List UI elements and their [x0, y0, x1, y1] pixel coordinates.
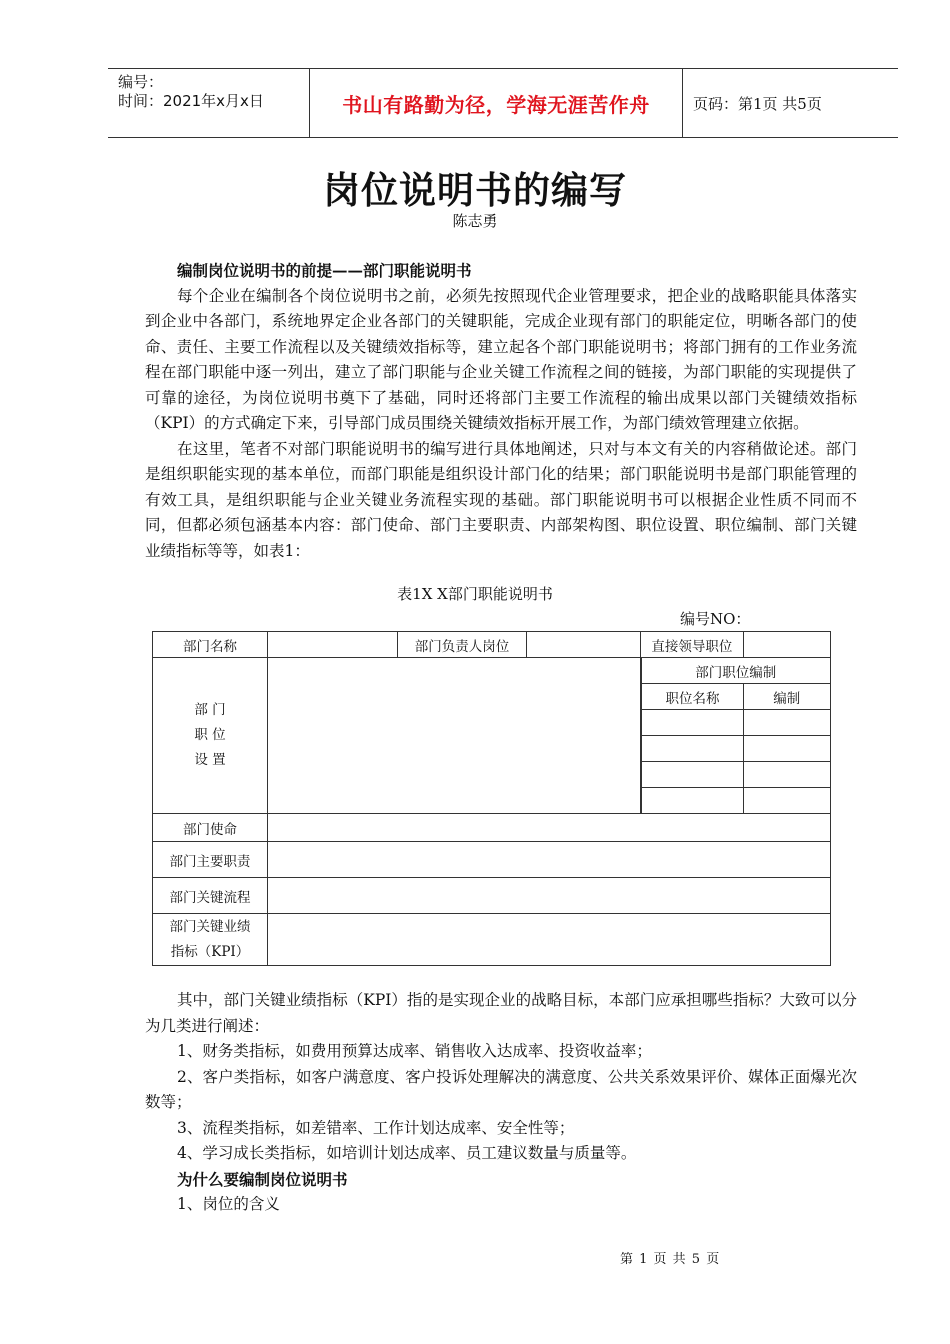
cell-dept-setup-chart [268, 658, 641, 814]
subheading-1: 1、岗位的含义 [177, 1195, 280, 1213]
staffing-row [642, 788, 744, 814]
list-item: 2、客户类指标，如客户满意度、客户投诉处理解决的满意度、公共关系效果评价、媒体正面爆光次数等； [145, 1067, 857, 1111]
kpi-line-2: 指标（KPI） [170, 943, 250, 960]
cell-dept-name-label: 部门名称 [153, 632, 268, 658]
cell-kpi-value [268, 914, 831, 966]
paragraph-1: 每个企业在编制各个岗位说明书之前，必须先按照现代企业管理要求，把企业的战略职能具体落实到企业中各部门，系统地界定企业各部门的关键职能，完成企业现有部门的职能定位，明晰各部门的使命、责任、主要工作流程以及关键绩效指标等，建立起各个部门职能说明书；将部门拥有的工作业务流程在部门职能中逐一列出，建立了部门职能与企业关键工作流程之间的链接，为部门职能的实现提供了可靠的途径，为岗位说明书奠下了基础，同时还将部门主要工作流程的输出成果以部门关键绩效指标（KPI）的方式确定下来，引导部门成员围绕关键绩效指标开展工作，为部门绩效管理建立依据。 [145, 286, 857, 432]
staffing-table [641, 658, 830, 813]
paragraph-3: 其中，部门关键业绩指标（KPI）指的是实现企业的战略目标，本部门应承担哪些指标？大致可以分为几类进行阐述： [145, 991, 857, 1035]
header-number: 编号： [118, 73, 164, 91]
cell-dept-name-value [268, 632, 398, 658]
staffing-row [642, 762, 744, 788]
page-footer: 第 1 页 共 5 页 [620, 1252, 721, 1267]
section-1-heading: 编制岗位说明书的前提——部门职能说明书 [177, 261, 472, 280]
cell-dept-head-label: 部门负责人岗位 [398, 632, 527, 658]
cell-kpi-label [153, 914, 268, 966]
cell-duties-label: 部门主要职责 [153, 842, 268, 878]
cell-mission-value [268, 814, 831, 842]
table-number: 编号NO： [680, 610, 751, 628]
staffing-row [744, 736, 830, 762]
staffing-row [744, 710, 830, 736]
paragraph-2: 在这里，笔者不对部门职能说明书的编写进行具体地阐述，只对与本文有关的内容稍做论述。部门是组织职能实现的基本单位，而部门职能是组织设计部门化的结果；部门职能说明书是部门职能管理的有效工具，是组织职能与企业关键业务流程实现的基础。部门职能说明书可以根据企业性质不同而不同，但都必须包涵基本内容：部门使命、部门主要职责、内部架构图、职位设置、职位编制、部门关键业绩指标等等，如表1： [145, 439, 857, 560]
cell-direct-leader-value [743, 632, 830, 658]
section-2-heading: 为什么要编制岗位说明书 [177, 1169, 348, 1189]
cell-duties-value [268, 842, 831, 878]
list-item: 4、学习成长类指标，如培训计划达成率、员工建议数量与质量等。 [177, 1144, 637, 1162]
setup-line-1: 部 门 [194, 702, 226, 718]
list-item: 1、财务类指标，如费用预算达成率、销售收入达成率、投资收益率； [177, 1042, 652, 1060]
document-author: 陈志勇 [452, 212, 498, 230]
header-motto: 书山有路勤为径，学海无涯苦作舟 [310, 69, 683, 137]
staffing-row [642, 710, 744, 736]
cell-dept-head-value [527, 632, 641, 658]
header-time: 时间：2021年x月x日 [118, 92, 264, 110]
setup-line-2: 职 位 [194, 727, 226, 743]
staffing-row [744, 762, 830, 788]
page-header [108, 68, 898, 138]
kpi-line-1: 部门关键业绩 [169, 918, 251, 935]
section-1 [145, 258, 857, 564]
cell-direct-leader-label: 直接领导职位 [641, 632, 744, 658]
cell-mission-label: 部门使命 [153, 814, 268, 842]
table-caption: 表1X X部门职能说明书 [397, 585, 553, 603]
setup-line-3: 设 置 [194, 752, 226, 768]
section-kpi [145, 988, 857, 1218]
header-page-info: 页码：第1页 共5页 [693, 94, 822, 113]
staffing-count: 编制 [744, 684, 830, 710]
staffing-title: 部门职位编制 [642, 658, 830, 684]
cell-dept-setup-label [153, 658, 268, 814]
staffing-row [642, 736, 744, 762]
cell-process-label: 部门关键流程 [153, 878, 268, 914]
cell-staffing [641, 658, 831, 814]
header-meta [108, 69, 310, 137]
staffing-row [744, 788, 830, 814]
department-function-table [152, 631, 831, 966]
document-title: 岗位说明书的编写 [323, 168, 627, 212]
list-item: 3、流程类指标，如差错率、工作计划达成率、安全性等； [177, 1118, 575, 1137]
cell-process-value [268, 878, 831, 914]
staffing-position-name: 职位名称 [642, 684, 744, 710]
